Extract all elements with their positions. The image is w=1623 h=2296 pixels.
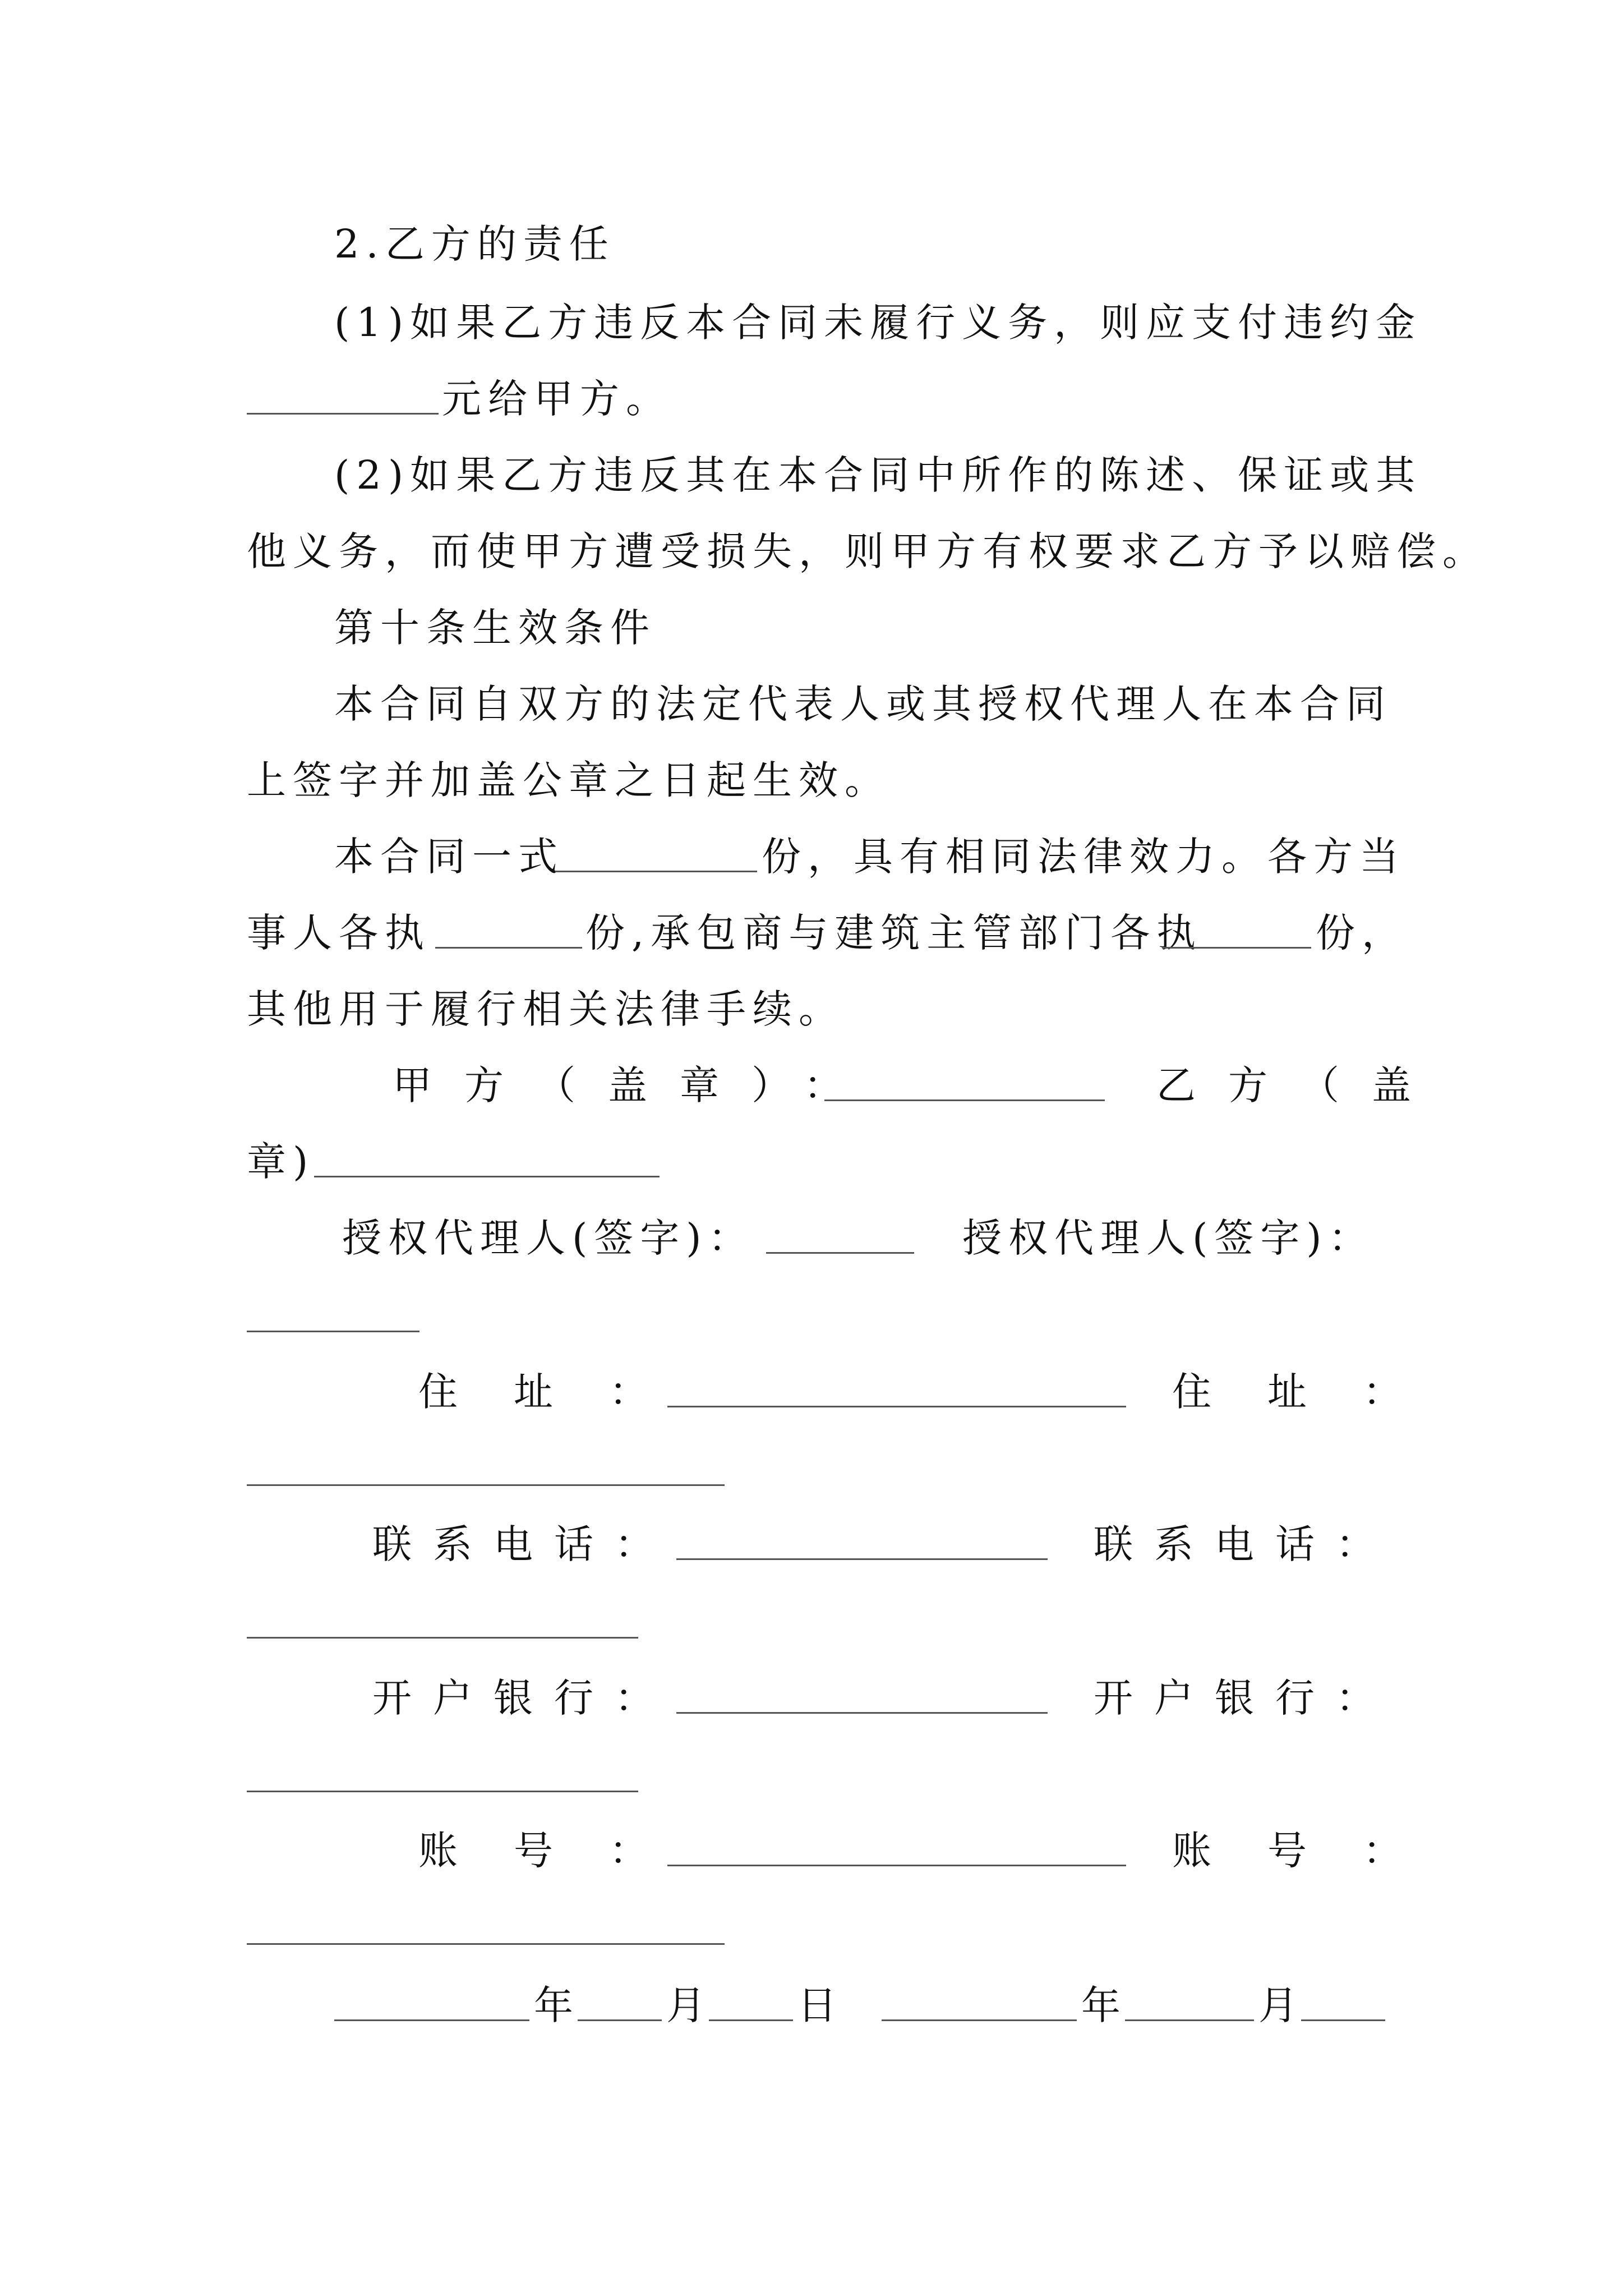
party-b-day-blank[interactable] <box>1301 2019 1385 2021</box>
party-b-year-label: 年 <box>1081 1982 1127 2028</box>
contractor-copies-blank[interactable] <box>1162 947 1311 949</box>
section-heading: 2.乙方的责任 <box>334 221 615 267</box>
party-a-address-blank[interactable] <box>667 1406 1126 1407</box>
article-10-title: 第十条生效条件 <box>334 605 656 651</box>
party-b-phone-label: 联系电话： <box>1094 1521 1396 1567</box>
party-a-account-blank[interactable] <box>667 1865 1126 1866</box>
party-a-year-blank[interactable] <box>334 2019 529 2021</box>
party-b-year-blank[interactable] <box>882 2019 1077 2021</box>
party-b-bank-label: 开户银行： <box>1094 1675 1396 1721</box>
article-10-para-2-line-3: 其他用于履行相关法律手续。 <box>247 986 845 1032</box>
party-a-account-label: 账号： <box>418 1828 704 1874</box>
party-b-month-blank[interactable] <box>1125 2019 1254 2021</box>
party-b-phone-blank[interactable] <box>247 1637 638 1639</box>
clause-1-line-1: (1)如果乙方违反本合同未履行义务，则应支付违约金 <box>334 300 1422 346</box>
clause-1-line-2: 元给甲方。 <box>442 376 672 422</box>
party-b-agent-blank[interactable] <box>247 1331 419 1332</box>
party-b-bank-blank[interactable] <box>247 1791 638 1792</box>
party-a-year-label: 年 <box>534 1982 580 2028</box>
party-a-phone-blank[interactable] <box>676 1558 1048 1560</box>
party-a-phone-label: 联系电话： <box>372 1521 675 1567</box>
party-b-agent-label: 授权代理人(签字)： <box>962 1215 1375 1261</box>
party-b-seal-label: 乙方（盖 <box>1156 1062 1444 1108</box>
party-a-seal-blank[interactable] <box>824 1099 1105 1101</box>
article-10-para-1-line-2: 上签字并加盖公章之日起生效。 <box>247 757 891 803</box>
party-b-seal-blank[interactable] <box>314 1176 660 1177</box>
contractor-label: 份,承包商与建筑主管部门各执 <box>585 910 1203 956</box>
party-b-account-blank[interactable] <box>247 1943 725 1945</box>
party-a-day-label: 日 <box>797 1982 843 2028</box>
party-b-address-label: 住址： <box>1172 1369 1458 1415</box>
party-b-address-blank[interactable] <box>247 1484 725 1486</box>
party-b-account-label: 账号： <box>1172 1828 1458 1874</box>
article-10-para-1-line-1: 本合同自双方的法定代表人或其授权代理人在本合同 <box>334 681 1392 727</box>
copies-suffix: 份，具有相同法律效力。各方当 <box>762 834 1405 880</box>
party-a-agent-label: 授权代理人(签字)： <box>342 1215 754 1261</box>
party-a-month-blank[interactable] <box>578 2019 662 2021</box>
parties-each-label: 事人各执 <box>247 910 431 956</box>
clause-2-line-1: (2)如果乙方违反其在本合同中所作的陈述、保证或其 <box>334 452 1422 498</box>
contractor-suffix: 份， <box>1316 910 1408 956</box>
penalty-amount-blank[interactable] <box>247 413 439 415</box>
party-a-agent-blank[interactable] <box>766 1252 914 1254</box>
party-b-seal-label-cont: 章) <box>247 1139 315 1185</box>
copies-label: 本合同一式 <box>334 834 564 880</box>
parties-copies-blank[interactable] <box>435 947 582 949</box>
party-b-month-label: 月 <box>1258 1982 1304 2028</box>
party-a-bank-blank[interactable] <box>676 1712 1048 1714</box>
party-a-bank-label: 开户银行： <box>372 1675 675 1721</box>
copies-count-blank[interactable] <box>555 871 757 872</box>
party-a-seal-label: 甲方（盖章）： <box>393 1062 875 1108</box>
party-a-address-label: 住址： <box>418 1369 704 1415</box>
clause-2-line-2: 他义务，而使甲方遭受损失，则甲方有权要求乙方予以赔偿。 <box>247 528 1488 574</box>
party-a-day-blank[interactable] <box>709 2019 793 2021</box>
party-a-month-label: 月 <box>666 1982 712 2028</box>
